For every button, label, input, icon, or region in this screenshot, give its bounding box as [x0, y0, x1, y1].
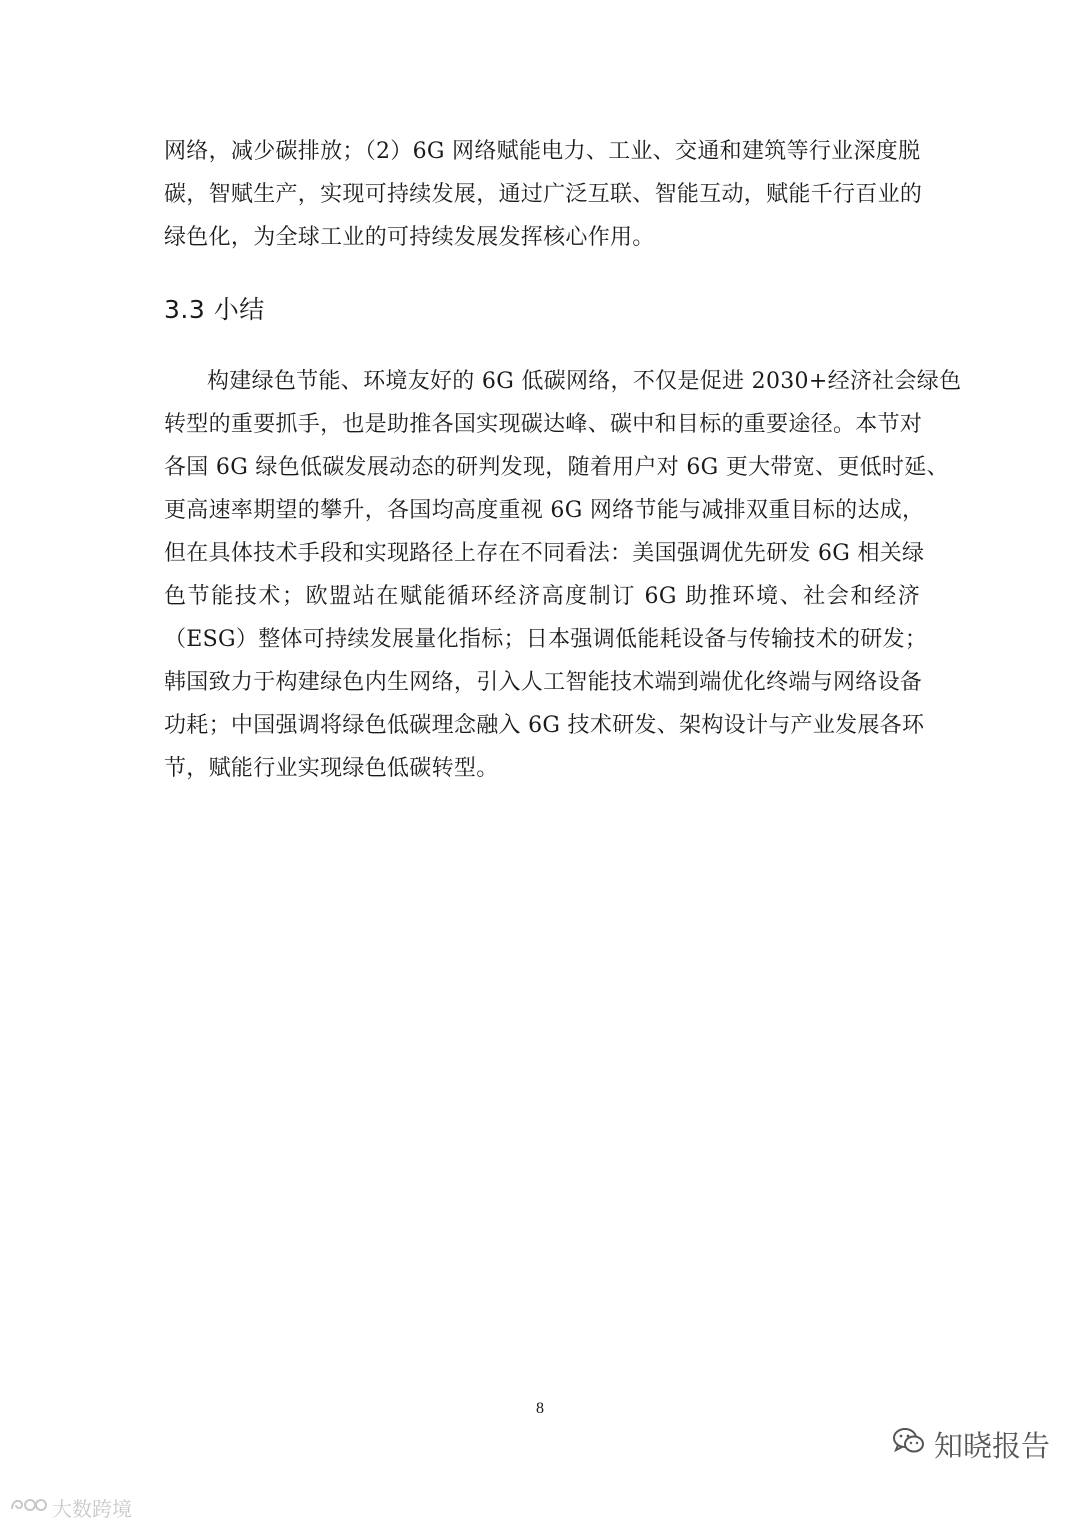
- watermark-left-text: 大数跨境: [52, 1496, 132, 1521]
- summary-line-6: 色节能技术；欧盟站在赋能循环经济高度制订 6G 助推环境、社会和经济: [164, 584, 920, 609]
- watermark-right-text: 知晓报告: [933, 1428, 1050, 1463]
- swirl-logo-icon: [8, 1495, 48, 1520]
- section-heading: 3.3 小结: [164, 295, 265, 324]
- watermark-right: [892, 1424, 1050, 1464]
- page-number: 8: [536, 1400, 544, 1417]
- summary-line-5: 但在具体技术手段和实现路径上存在不同看法：美国强调优先研发 6G 相关绿: [164, 541, 925, 566]
- watermark-left: [8, 1494, 132, 1520]
- summary-line-3: 各国 6G 绿色低碳发展动态的研判发现，随着用户对 6G 更大带宽、更低时延、: [164, 455, 949, 480]
- summary-line-9: 功耗；中国强调将绿色低碳理念融入 6G 技术研发、架构设计与产业发展各环: [164, 713, 925, 738]
- wechat-icon: [892, 1426, 926, 1463]
- paragraph-top-line-3: 绿色化，为全球工业的可持续发展发挥核心作用。: [164, 225, 655, 250]
- paragraph-top-line-2: 碳，智赋生产，实现可持续发展，通过广泛互联、智能互动，赋能千行百业的: [164, 182, 923, 207]
- summary-line-2: 转型的重要抓手，也是助推各国实现碳达峰、碳中和目标的重要途径。本节对: [164, 412, 923, 437]
- summary-line-7: （ESG）整体可持续发展量化指标；日本强调低能耗设备与传输技术的研发；: [164, 627, 928, 652]
- summary-line-8: 韩国致力于构建绿色内生网络，引入人工智能技术端到端优化终端与网络设备: [164, 670, 923, 695]
- paragraph-top-line-1: 网络，减少碳排放；（2）6G 网络赋能电力、工业、交通和建筑等行业深度脱: [164, 139, 921, 164]
- summary-line-10: 节，赋能行业实现绿色低碳转型。: [164, 756, 499, 781]
- summary-line-1: 构建绿色节能、环境友好的 6G 低碳网络，不仅是促进 2030+经济社会绿色: [207, 369, 962, 394]
- summary-line-4: 更高速率期望的攀升，各国均高度重视 6G 网络节能与减排双重目标的达成，: [164, 498, 925, 523]
